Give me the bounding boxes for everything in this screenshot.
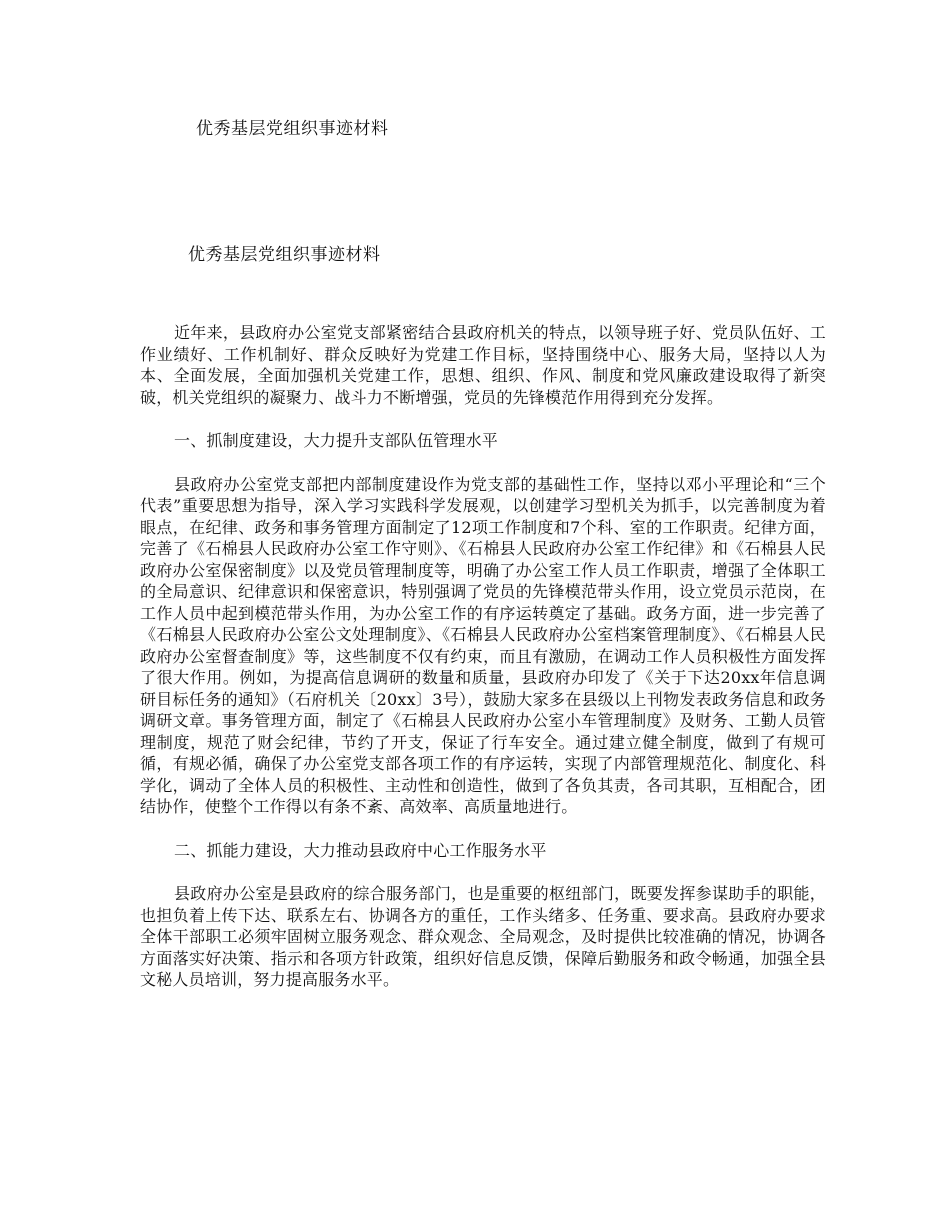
- intro-paragraph: 近年来，县政府办公室党支部紧密结合县政府机关的特点，以领导班子好、党员队伍好、工作业绩好、工作机制好、群众反映好为党建工作目标，坚持围绕中心、服务大局，坚持以人为本、全面发展，全面加强机关党建工作，思想、组织、作风、制度和党风廉政建设取得了新突破，机关党组织的凝聚力、战斗力不断增强，党员的先锋模范作用得到充分发挥。: [140, 323, 826, 407]
- section-2-heading: 二、抓能力建设，大力推动县政府中心工作服务水平: [174, 840, 547, 860]
- section-1-heading: 一、抓制度建设，大力提升支部队伍管理水平: [174, 431, 499, 450]
- document-title: 优秀基层党组织事迹材料: [188, 245, 381, 265]
- page-header-title: 优秀基层党组织事迹材料: [196, 119, 389, 139]
- document-body: [140, 322, 826, 991]
- section-2-paragraph: 县政府办公室是县政府的综合服务部门，也是重要的枢纽部门，既要发挥参谋助手的职能，也担负着上传下达、联系左右、协调各方的重任，工作头绪多、任务重、要求高。县政府办要求全体干部职工必须牢固树立服务观念、群众观念、全局观念，及时提供比较准确的情况，协调各方面落实好决策、指示和各项方针政策，组织好信息反馈，保障后勤服务和政令畅通，加强全县文秘人员培训，努力提高服务水平。: [140, 884, 826, 989]
- section-1-paragraph: 县政府办公室党支部把内部制度建设作为党支部的基础性工作，坚持以邓小平理论和“三个代表”重要思想为指导，深入学习实践科学发展观，以创建学习型机关为抓手，以完善制度为着眼点，在纪律、政务和事务管理方面制定了12项工作制度和7个科、室的工作职责。纪律方面，完善了《石棉县人民政府办公室工作守则》、《石棉县人民政府办公室工作纪律》和《石棉县人民政府办公室保密制度》以及党员管理制度等，明确了办公室工作人员工作职责，增强了全体职工的全局意识、纪律意识和保密意识，特别强调了党员的先锋模范带头作用，设立党员示范岗，在工作人员中起到模范带头作用，为办公室工作的有序运转奠定了基础。政务方面，进一步完善了《石棉县人民政府办公室公文处理制度》、《石棉县人民政府办公室档案管理制度》、《石棉县人民政府办公室督查制度》等，这些制度不仅有约束，而且有激励，在调动工作人员积极性方面发挥了很大作用。例如，为提高信息调研的数量和质量，县政府办印发了《关于下达20xx年信息调研目标任务的通知》（石府机关〔20xx〕3号），鼓励大家多在县级以上刊物发表政务信息和政务调研文章。事务管理方面，制定了《石棉县人民政府办公室小车管理制度》及财务、工勤人员管理制度，规范了财会纪律，节约了开支，保证了行车安全。通过建立健全制度，做到了有规可循，有规必循，确保了办公室党支部各项工作的有序运转，实现了内部管理规范化、制度化、科学化，调动了全体人员的积极性、主动性和创造性，做到了各负其责，各司其职，互相配合，团结协作，使整个工作得以有条不紊、高效率、高质量地进行。: [140, 474, 826, 816]
